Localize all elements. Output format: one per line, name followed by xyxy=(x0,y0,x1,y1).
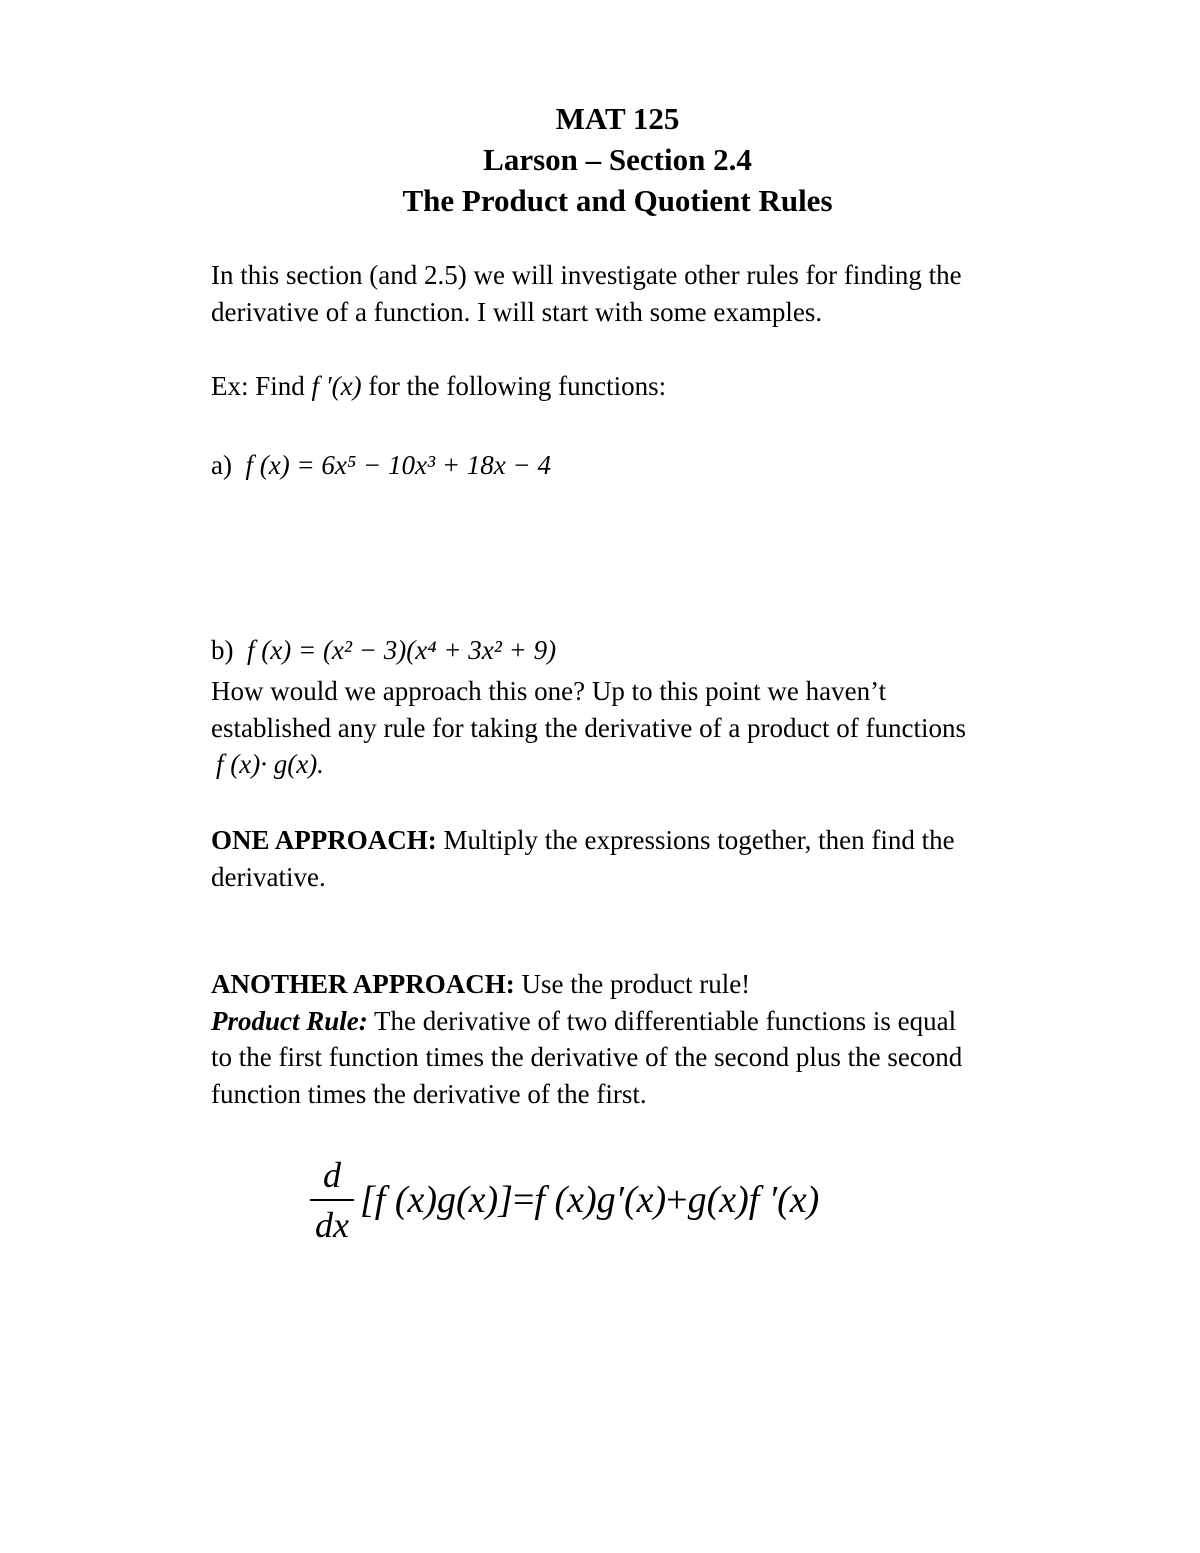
example-prompt-prefix: Ex: Find xyxy=(211,371,312,401)
example-b-label: b) xyxy=(211,635,234,665)
intro-paragraph xyxy=(211,257,1101,330)
product-rule-label: Product Rule: xyxy=(211,1005,368,1036)
question-product-expression: f (x)· g(x). xyxy=(216,749,324,779)
approach-one-text-1: Multiply the expressions together, then find the xyxy=(436,825,955,855)
approach-one-text-2: derivative. xyxy=(211,861,326,892)
example-prompt-function: f ′(x) xyxy=(311,371,362,401)
example-prompt-suffix: for the following functions: xyxy=(361,371,667,401)
derivative-denominator: dx xyxy=(315,1205,349,1245)
approach-two-label: ANOTHER APPROACH: xyxy=(211,969,515,999)
formula-plus: + xyxy=(666,1179,688,1221)
example-a-expression: f (x) = 6x⁵ − 10x³ + 18x − 4 xyxy=(245,450,552,480)
approach-two xyxy=(211,966,1101,1112)
example-b-expression: f (x) = (x² − 3)(x⁴ + 3x² + 9) xyxy=(247,635,557,665)
question-line-1: How would we approach this one? Up to this point we haven’t xyxy=(211,676,887,706)
course-title: MAT 125 xyxy=(555,101,680,136)
approach-two-text: Use the product rule! xyxy=(514,969,751,999)
example-a-label: a) xyxy=(211,450,232,480)
formula-rhs-term-2: g(x)f ′(x) xyxy=(687,1179,820,1221)
derivative-numerator: d xyxy=(323,1155,341,1195)
question-paragraph xyxy=(211,673,1101,783)
derivative-operator xyxy=(310,1153,354,1247)
formula-rhs-term-1: f (x)g′(x) xyxy=(534,1179,667,1221)
formula-equals: = xyxy=(512,1179,535,1221)
formula-lhs: [f (x)g(x)] xyxy=(360,1179,513,1221)
example-a xyxy=(211,447,1101,484)
topic-title: The Product and Quotient Rules xyxy=(402,183,833,218)
section-title: Larson – Section 2.4 xyxy=(483,142,752,177)
intro-line-1: In this section (and 2.5) we will investigate other rules for finding the xyxy=(211,260,962,290)
product-rule-text-2: to the first function times the derivative of the second plus the second xyxy=(211,1042,963,1072)
question-line-2: established any rule for taking the derivative of a product of functions xyxy=(211,712,967,743)
approach-one xyxy=(211,822,1101,895)
product-rule-text-3: function times the derivative of the first. xyxy=(211,1078,647,1109)
title-block xyxy=(0,98,1200,221)
example-prompt xyxy=(211,368,1101,405)
product-rule-formula xyxy=(310,1150,819,1250)
approach-one-label: ONE APPROACH: xyxy=(211,825,437,855)
fraction-bar xyxy=(310,1199,354,1201)
intro-line-2: derivative of a function. I will start with some examples. xyxy=(211,296,823,327)
product-rule-text-1: The derivative of two differentiable functions is equal xyxy=(367,1005,957,1036)
example-b xyxy=(211,632,1101,669)
